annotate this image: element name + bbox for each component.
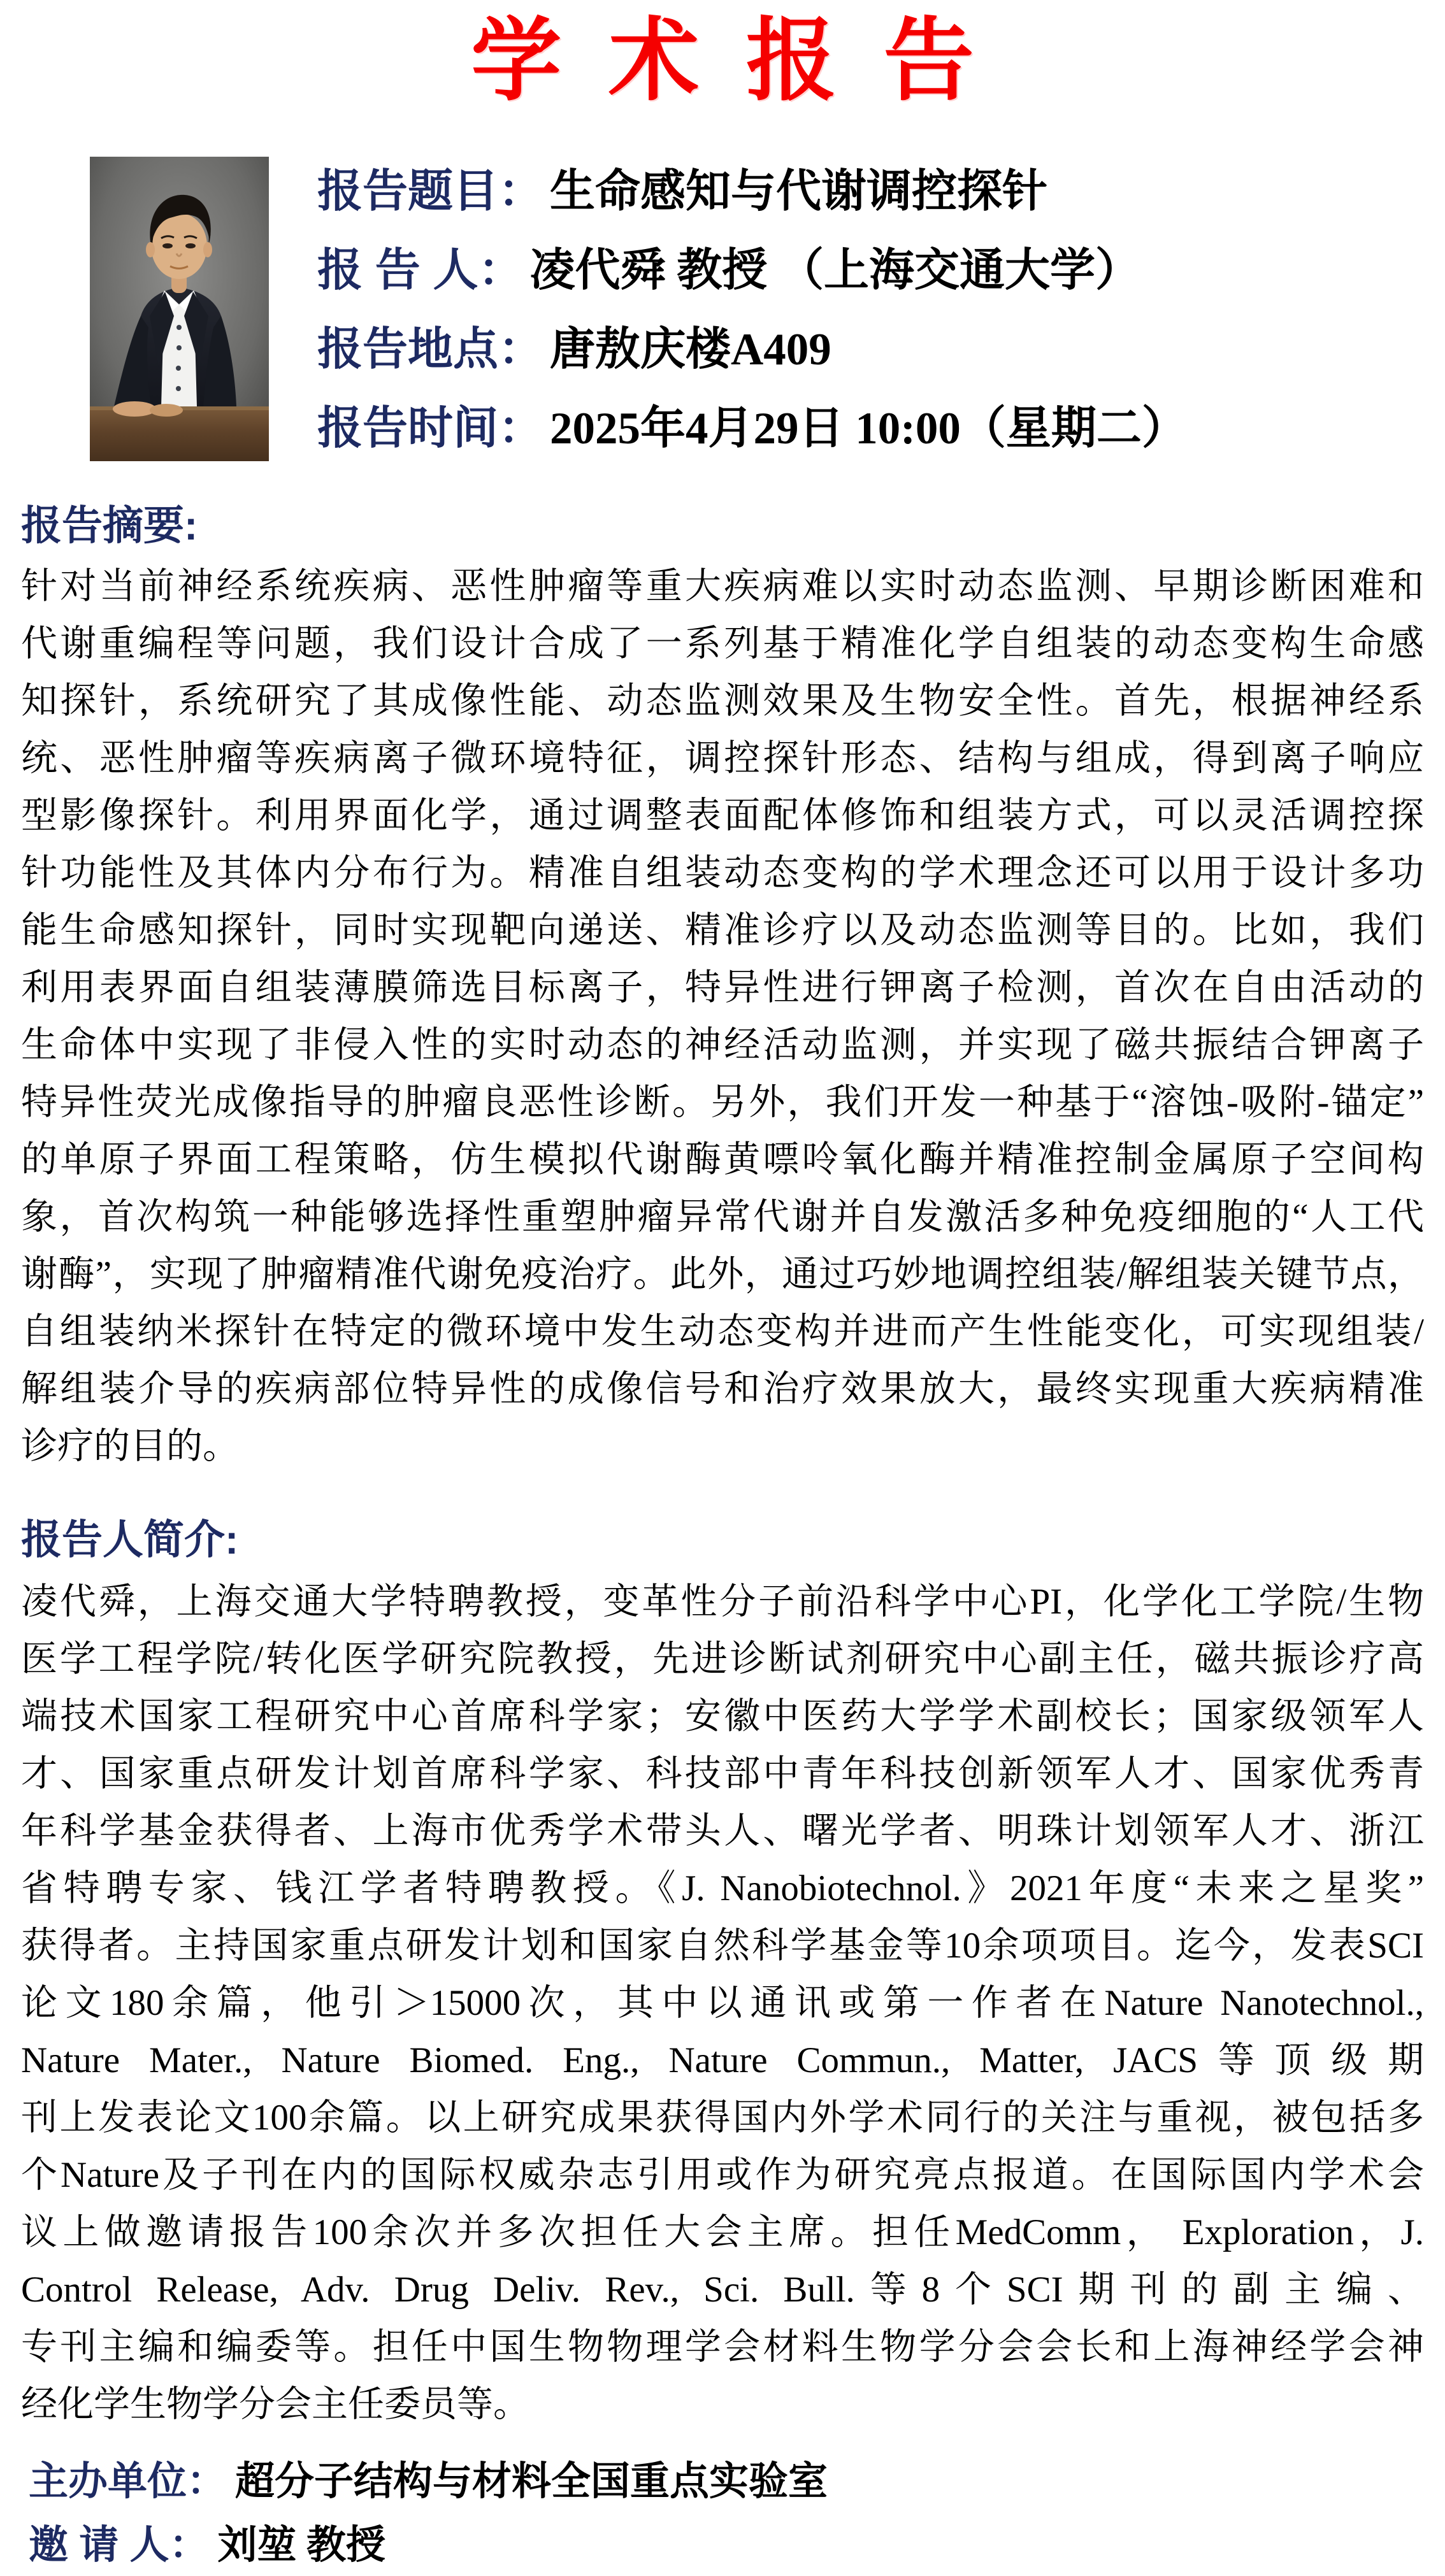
text-line: 解组装介导的疾病部位特异性的成像信号和治疗效果放大，最终实现重大疾病精准 [21,1369,1424,1409]
text-line: 特异性荧光成像指导的肿瘤良恶性诊断。另外，我们开发一种基于“溶蚀-吸附-锚定” [21,1082,1424,1122]
text-line: 刊上发表论文100余篇。以上研究成果获得国内外学术同行的关注与重视，被包括多 [21,2098,1424,2138]
text-line: 才、国家重点研发计划首席科学家、科技部中青年科技创新领军人才、国家优秀青 [21,1754,1424,1794]
text-line: Nature Mater., Nature Biomed. Eng., Nature Commun., Matter, JACS等顶级期 [21,2040,1424,2080]
text-line: 获得者。主持国家重点研发计划和国家自然科学基金等10余项项目。迄今，发表SCI [21,1926,1424,1966]
organizer-value: 超分子结构与材料全国重点实验室 [235,2460,828,2503]
text-line: 自组装纳米探针在特定的微环境中发生动态变构并进而产生性能变化，可实现组装/ [21,1312,1424,1352]
inviter-row [29,2514,1424,2576]
text-line: 专刊主编和编委等。担任中国生物物理学会材料生物学分会会长和上海神经学会神 [21,2327,1424,2367]
text-line: 利用表界面自组装薄膜筛选目标离子，特异性进行钾离子检测，首次在自由活动的 [21,968,1424,1008]
text-line: 医学工程学院/转化医学研究院教授，先进诊断试剂研究中心副主任，磁共振诊疗高 [21,1639,1424,1679]
text-line: 的单原子界面工程策略，仿生模拟代谢酶黄嘌呤氧化酶并精准控制金属原子空间构 [21,1140,1424,1180]
text-line: 议上做邀请报告100余次并多次担任大会主席。担任MedComm， Exploration，J. [21,2212,1424,2252]
text-line: Control Release, Adv. Drug Deliv. Rev., Sci. Bull.等8个SCI期刊的副主编、 [21,2270,1424,2310]
text-line: 省特聘专家、钱江学者特聘教授。《J. Nanobiotechnol.》2021年度“未来之星奖” [21,1868,1424,1908]
location-value: 唐敖庆楼A409 [550,325,831,375]
speaker-label: 报 告 人： [317,245,524,296]
speaker-value: 凌代舜 教授 （上海交通大学） [529,246,1140,296]
text-line: 年科学基金获得者、上海市优秀学术带头人、曙光学者、明珠计划领军人才、浙江 [21,1811,1424,1851]
abstract-paragraph [21,558,1424,1475]
time-value: 2025年4月29日 10:00（星期二） [550,404,1187,454]
lecture-info-rows [317,161,1187,460]
lecture-info-section [90,157,1424,461]
info-row-location [317,318,1187,381]
inviter-label: 邀 请 人： [29,2523,209,2567]
time-label: 报告时间： [317,403,544,454]
text-line: 经化学生物学分会主任委员等。 [21,2384,529,2424]
text-line: 谢酶”，实现了肿瘤精准代谢免疫治疗。此外，通过巧妙地调控组装/解组装关键节点， [21,1254,1424,1294]
info-row-time [317,397,1187,460]
text-line: 统、恶性肿瘤等疾病离子微环境特征，调控探针形态、结构与组成，得到离子响应 [21,738,1424,778]
organizer-row [29,2450,1424,2514]
footer-section [29,2450,1424,2576]
text-line: 针功能性及其体内分布行为。精准自组装动态变构的学术理念还可以用于设计多功 [21,853,1424,893]
text-line: 论文180余篇，他引＞15000次，其中以通讯或第一作者在Nature Nanotechnol., [21,1983,1424,2023]
text-line: 能生命感知探针，同时实现靶向递送、精准诊疗以及动态监测等目的。比如，我们 [21,910,1424,950]
topic-value: 生命感知与代谢调控探针 [550,167,1048,217]
inviter-value: 刘堃 教授 [217,2524,385,2567]
location-label: 报告地点： [317,324,544,375]
text-line: 代谢重编程等问题，我们设计合成了一系列基于精准化学自组装的动态变构生命感 [21,624,1424,664]
text-line: 诊疗的目的。 [21,1426,239,1466]
bio-heading: 报告人简介: [21,1517,239,1563]
topic-label: 报告题目： [317,166,544,217]
text-line: 型影像探针。利用界面化学，通过调整表面配体修饰和组装方式，可以灵活调控探 [21,796,1424,836]
text-line: 针对当前神经系统疾病、恶性肿瘤等重大疾病难以实时动态监测、早期诊断困难和 [21,566,1424,606]
text-line: 生命体中实现了非侵入性的实时动态的神经活动监测，并实现了磁共振结合钾离子 [21,1025,1424,1065]
text-line: 凌代舜，上海交通大学特聘教授，变革性分子前沿科学中心PI，化学化工学院/生物 [21,1582,1424,1622]
bio-paragraph [21,1573,1424,2433]
info-row-speaker [317,240,1187,302]
info-row-topic [317,161,1187,223]
text-line: 象，首次构筑一种能够选择性重塑肿瘤异常代谢并自发激活多种免疫细胞的“人工代 [21,1197,1424,1237]
speaker-portrait-illustration [90,157,269,461]
organizer-label: 主办单位： [29,2459,227,2503]
page-title: 学术报告 [471,11,1021,111]
text-line: 个Nature及子刊在内的国际权威杂志引用或作为研究亮点报道。在国际国内学术会 [21,2155,1424,2195]
text-line: 知探针，系统研究了其成像性能、动态监测效果及生物安全性。首先，根据神经系 [21,681,1424,721]
speaker-photo [90,157,269,461]
abstract-heading: 报告摘要: [21,503,198,548]
text-line: 端技术国家工程研究中心首席科学家；安徽中医药大学学术副校长；国家级领军人 [21,1696,1424,1736]
